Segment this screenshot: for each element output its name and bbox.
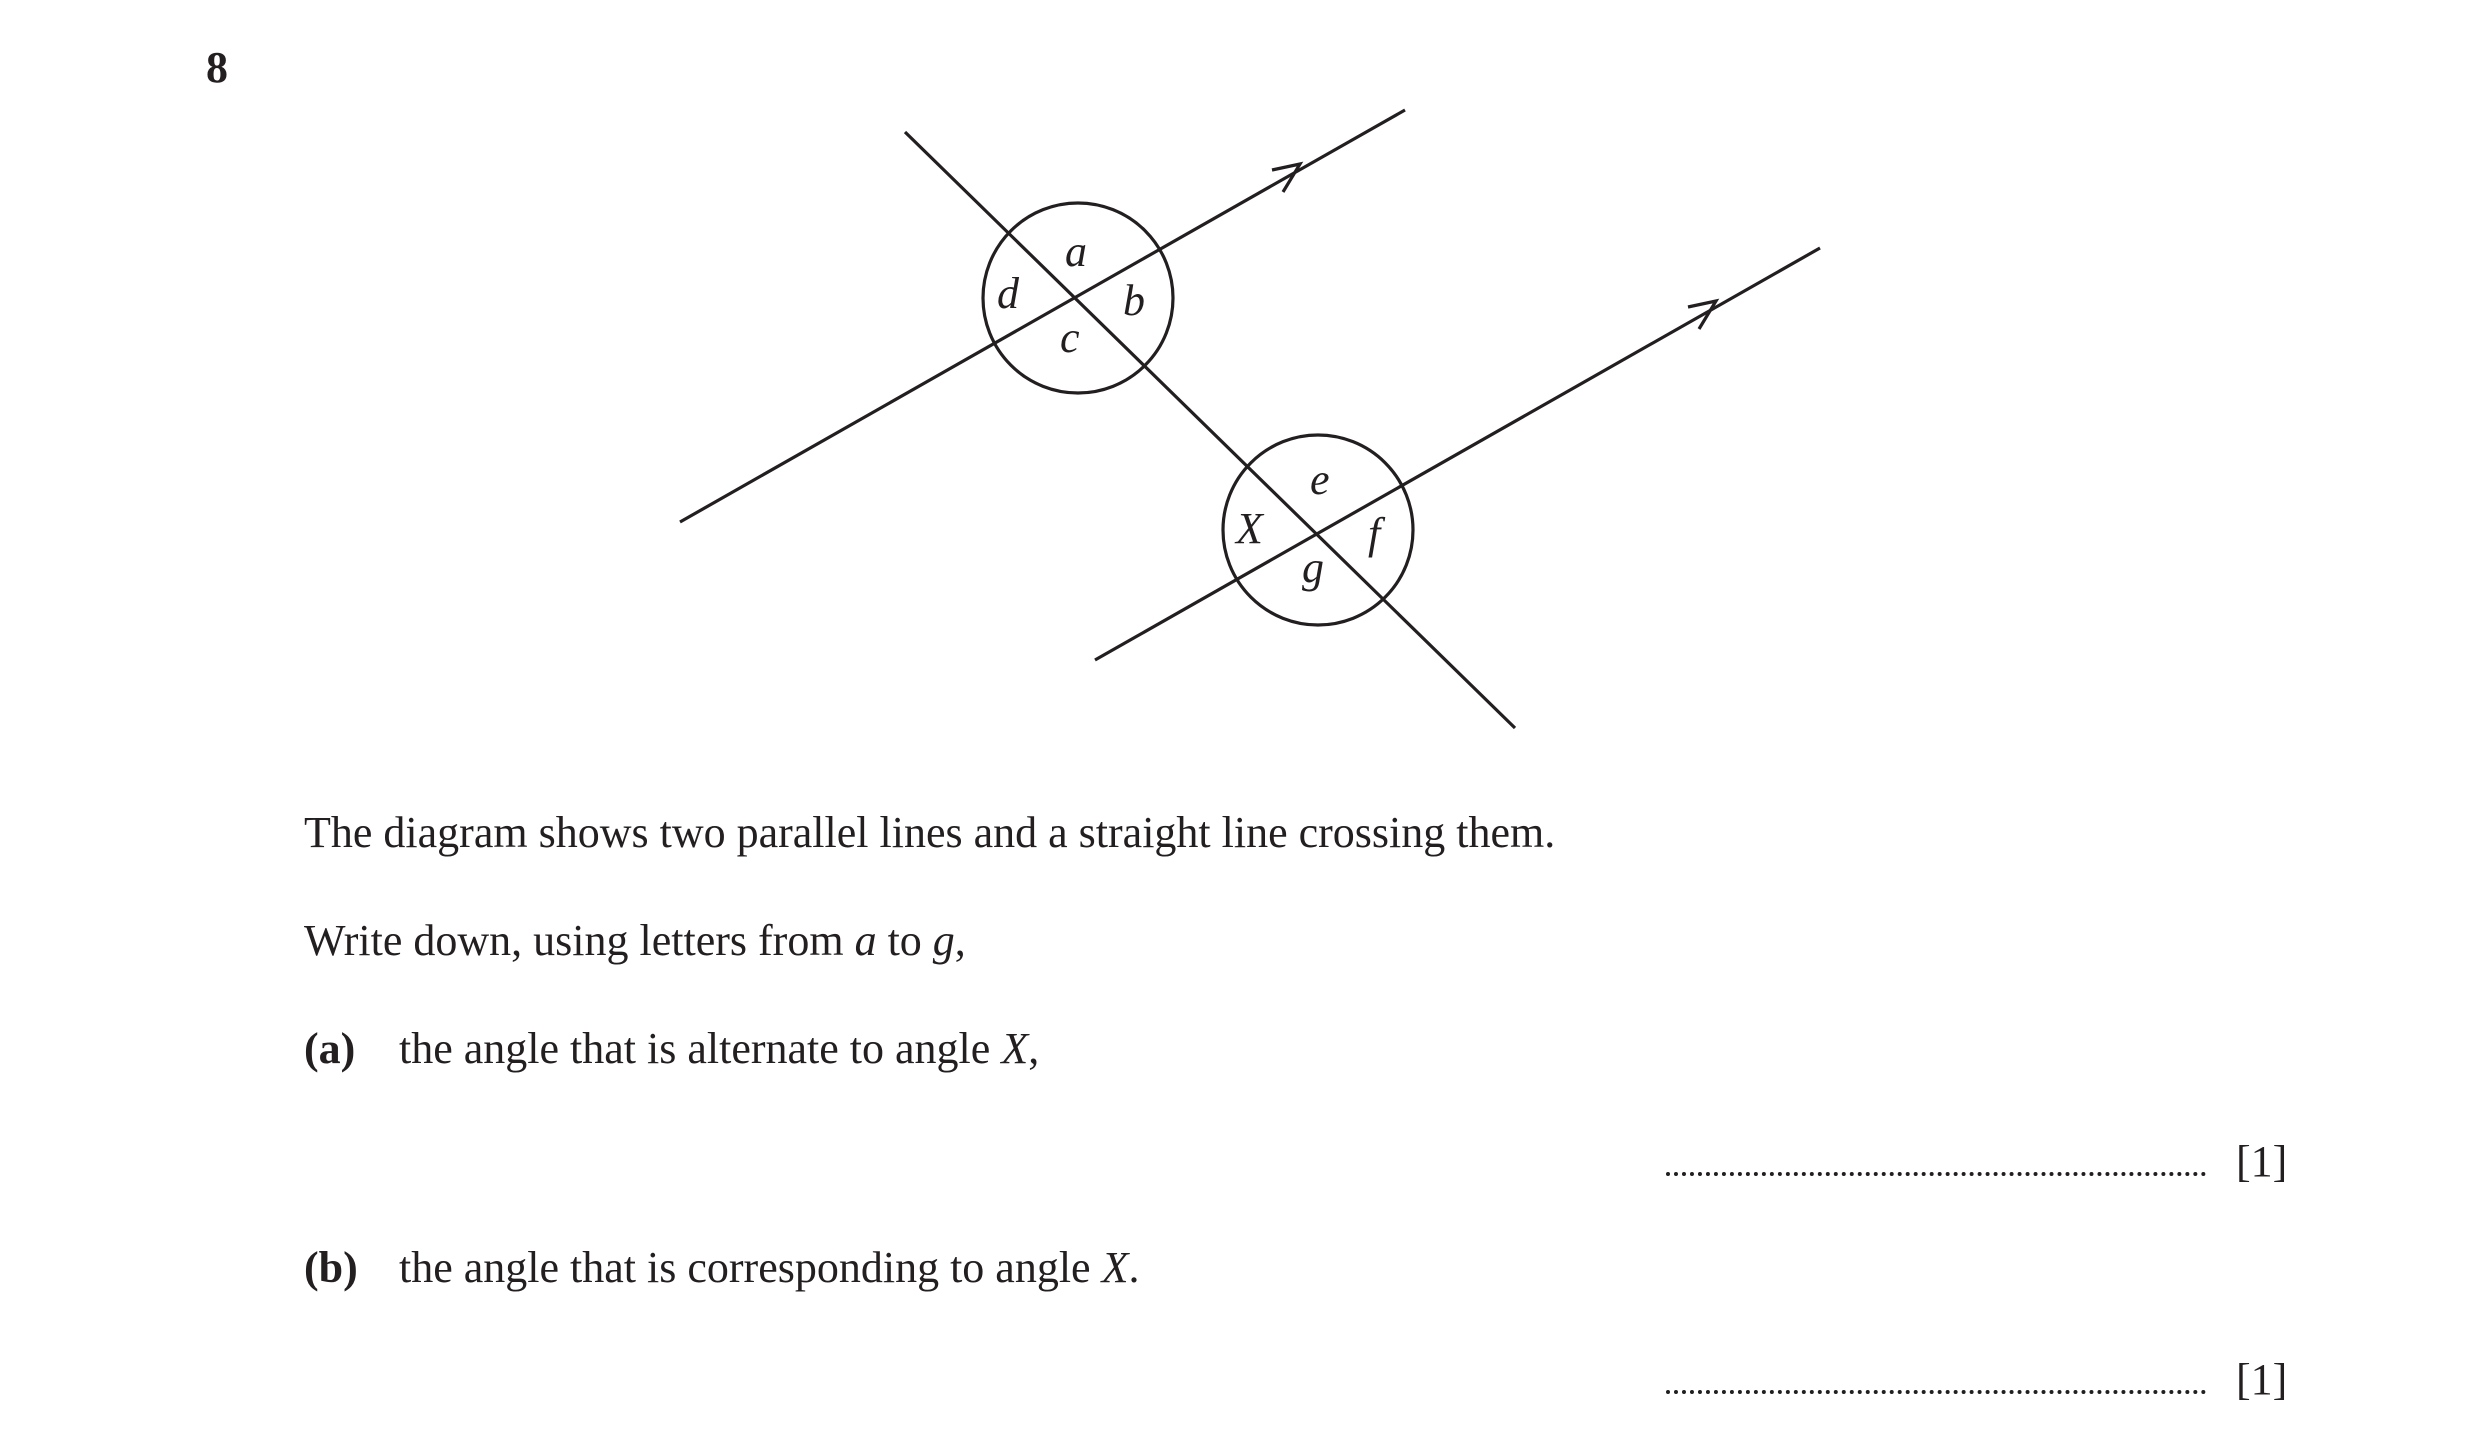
intro-text bbox=[304, 808, 1555, 859]
angle-label-f: f bbox=[1368, 509, 1381, 558]
instruction-from-letter: a bbox=[854, 916, 877, 965]
part-b-marks: [1] bbox=[2236, 1355, 2288, 1404]
part-b-answer-dots[interactable] bbox=[1666, 1390, 2206, 1394]
part-b-letter: (b) bbox=[304, 1243, 358, 1292]
intro-sentence: The diagram shows two parallel lines and a straight line crossing them. bbox=[304, 808, 1556, 857]
part-b-text: the angle that is corresponding to angle bbox=[399, 1243, 1102, 1292]
part-b-answer-line[interactable] bbox=[1666, 1354, 2287, 1405]
part-a-text: the angle that is alternate to angle bbox=[399, 1024, 1002, 1073]
angle-label-x: X bbox=[1236, 504, 1263, 553]
part-b-end: . bbox=[1128, 1243, 1140, 1292]
angle-label-g: g bbox=[1302, 543, 1324, 592]
angle-label-a: a bbox=[1065, 227, 1087, 276]
part-a-answer-dots[interactable] bbox=[1666, 1172, 2206, 1176]
part-a-angle: X bbox=[1001, 1024, 1029, 1073]
part-a-letter: (a) bbox=[304, 1024, 356, 1073]
instruction-middle: to bbox=[876, 916, 933, 965]
angle-label-d: d bbox=[997, 269, 1019, 318]
part-a-question bbox=[304, 1024, 1039, 1075]
part-a-marks: [1] bbox=[2236, 1137, 2288, 1186]
instruction-to-letter: g bbox=[932, 916, 955, 965]
question-number: 8 bbox=[206, 43, 228, 92]
instruction-suffix: , bbox=[954, 916, 966, 965]
instruction-text bbox=[304, 916, 966, 967]
angle-label-b: b bbox=[1123, 276, 1145, 325]
part-b-angle: X bbox=[1101, 1243, 1129, 1292]
part-a-end: , bbox=[1028, 1024, 1040, 1073]
angle-label-e: e bbox=[1310, 455, 1330, 504]
part-a-answer-line[interactable] bbox=[1666, 1136, 2287, 1187]
part-b-question bbox=[304, 1243, 1139, 1294]
instruction-prefix: Write down, using letters from bbox=[304, 916, 855, 965]
angle-label-c: c bbox=[1060, 313, 1080, 362]
